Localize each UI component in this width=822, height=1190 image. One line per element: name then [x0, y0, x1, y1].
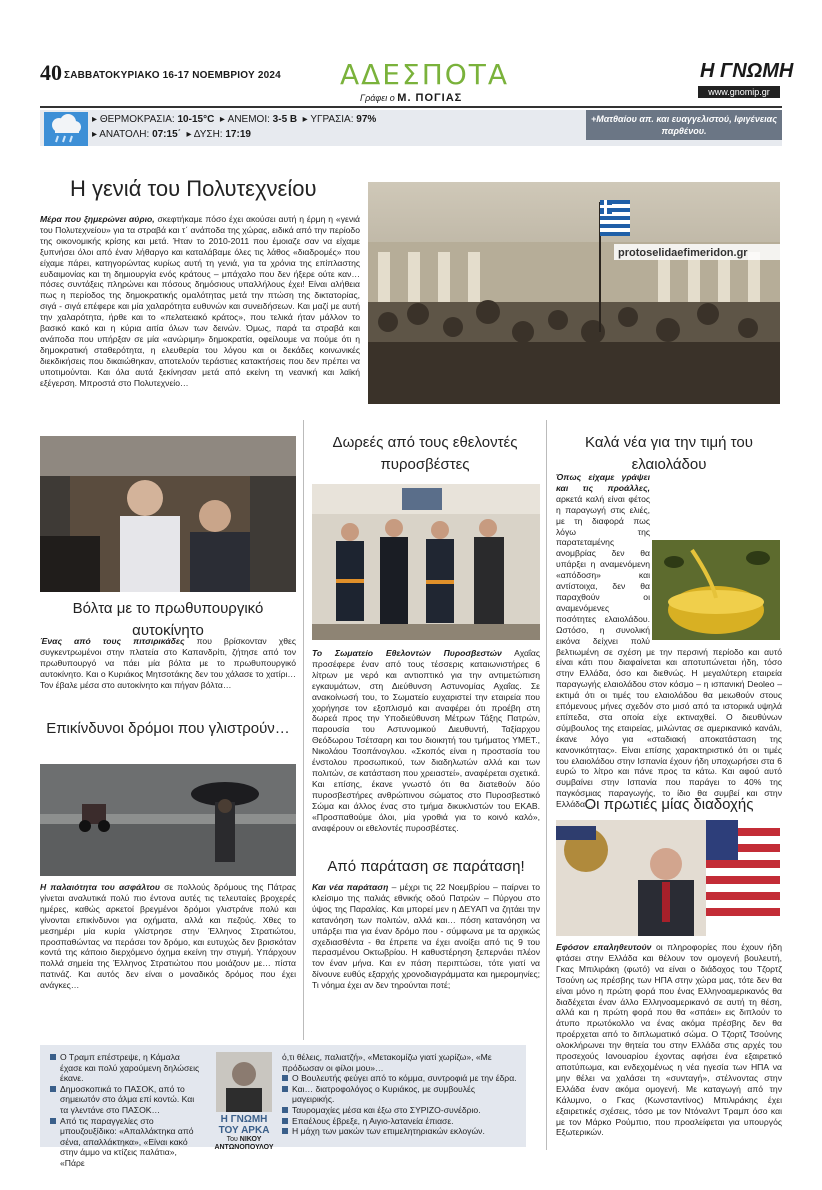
humidity-label: ΥΓΡΑΣΙΑ: [310, 114, 354, 125]
columnist-avatar [216, 1052, 272, 1112]
opinion-left-list [50, 1052, 200, 1169]
sunrise-label: ΑΝΑΤΟΛΗ: [99, 129, 150, 140]
columnist-author [210, 1136, 278, 1152]
opinion-item: Από τις παραγγελίες στο μπουζουξίδικο: «Απαλλάκτηκα από σένα, απαλλάκτηκα», «Είναι κακό στην άμμο να κτίζεις παλάτια», «Πάρε [50, 1116, 200, 1169]
opinion-item: Ο Τραμπ επέστρεψε, η Κάμαλα έχασε και πολύ χαρούμενη δηλώσεις έκανε. [50, 1052, 200, 1084]
rain-cloud-icon [44, 112, 88, 146]
article-extension-body [312, 882, 540, 1034]
columnist-author-name: ΝΙΚΟΥ ΑΝΤΩΝΟΠΟΥΛΟΥ [214, 1136, 274, 1151]
column-divider [546, 420, 547, 1150]
article-roads-lead: Η παλαιότητα του ασφάλτου [40, 882, 161, 892]
rainy-road-photo [40, 764, 296, 876]
newspaper-logo: Η ΓΝΩΜΗ [700, 60, 794, 82]
main-article-body [40, 214, 360, 410]
columnist-author-prefix: Του [226, 1136, 238, 1143]
opinion-item: Ο Βουλευτής φεύγει από το κόμμα, συντροφιά με την έδρα. [282, 1073, 518, 1084]
article-pm-car-body [40, 636, 296, 724]
article-succession-title: Οι πρωτιές μίας διαδοχής [584, 796, 754, 813]
article-olive-oil-lead: Όπως είχαμε γράψει και τις προάλλες, [556, 472, 650, 493]
temp-value: 10-15°C [177, 114, 215, 125]
opinion-item: Η μάχη των μακών των επιμελητηριακών εκλογών. [282, 1126, 518, 1137]
article-roads-text: σε πολλούς δρόμους της Πάτρας γίνεται αναλυτικά πολύ πιο έντονα αυτές τις τελευταίες βροχερές ημέρες, καθώς αρκετοί βρεγμένοι δρόμοι γλιστράνε πολύ και γίνονται επικίνδυνοι για οχήματα, αλλά και πεζούς. Χθες το μεσημέρι μία κυρία γλίστρησε στην Έλληνος Στρατιώτου, προσπαθώντας να περάσει τον δρόμο, και ευτυχώς δεν βρισκόταν κοντά της κάποιο διερχόμενο όχημα εκείνη την στιγμή. Υπάρχουν πολλά σημεία της Έλληνος Στρατιώτου που μοιάζουν με… πίστα πατινάζ. Και αυτός δεν είναι ο μοναδικός δρόμος που έχει ανάγκες… [40, 882, 296, 991]
weather-line-1: ▸ ΘΕΡΜΟΚΡΑΣΙΑ: 10-15°C ▸ ΑΝΕΜΟΙ: 3-5 Β ▸ ΥΓΡΑΣΙΑ: 97% [92, 114, 377, 125]
firefighters-photo [312, 484, 540, 640]
sunset-label: ΔΥΣΗ: [193, 129, 223, 140]
humidity-value: 97% [356, 114, 377, 125]
article-firefighters-lead: Το Σωματείο Εθελοντών Πυροσβεστών [312, 648, 502, 658]
pm-car-photo [40, 436, 296, 592]
article-roads-body [40, 882, 296, 1032]
issue-date: ΣΑΒΒΑΤΟΚΥΡΙΑΚΟ 16-17 ΝΟΕΜΒΡΙΟΥ 2024 [64, 70, 281, 81]
byline [360, 92, 462, 104]
opinion-item: Επαέλους έβρεξε, η Αιγιο-λατανεία έπιασε. [282, 1116, 518, 1127]
byline-prefix: Γράφει ο [360, 93, 395, 103]
article-succession-lead: Εφόσον επαληθευτούν [556, 942, 652, 952]
article-succession-body [556, 942, 782, 1148]
article-pm-car-lead: Ένας από τους πιτσιρικάδες [40, 636, 185, 646]
article-extension-lead: Και νέα παράταση [312, 882, 389, 892]
opinion-item: Και… διατροφολόγος ο Κυριάκος, με συμβουλές μαγειρικής. [282, 1084, 518, 1105]
opinion-right-list [282, 1052, 518, 1137]
main-article-lead: Μέρα που ξημερώνει αύριο, [40, 214, 155, 224]
sunset-value: 17:19 [225, 129, 251, 140]
sunrise-value: 07:15΄ [152, 129, 181, 140]
page-number: 40 [40, 60, 62, 85]
opinion-item: Δημοσκοπικά το ΠΑΣΟΚ, από το σημειωτόν στο άλμα επί κοντώ. Και τα γλεντάνε στο ΠΑΣΟΚ… [50, 1084, 200, 1116]
wind-label: ΑΝΕΜΟΙ: [227, 114, 270, 125]
temp-label: ΘΕΡΜΟΚΡΑΣΙΑ: [99, 114, 175, 125]
photo-float-space [650, 538, 782, 644]
wind-value: 3-5 Β [272, 114, 298, 125]
main-article-title: Η γενιά του Πολυτεχνείου [70, 176, 317, 201]
ambassador-photo [556, 820, 780, 936]
header-rule [40, 106, 782, 108]
website-url[interactable]: www.gnomip.gr [698, 86, 780, 98]
article-olive-oil-text: αρκετά καλή είναι φέτος η παραγωγή στις ελιές, με τη διαφορά πως λόγω της παρατεταμένης ανομβρίας δεν θα υπάρξει η αναμενόμενη «απόδοση» και αντίστοιχα, δεν θα παραχθούν οι αναμενόμενες ποσότητες ελαιολάδου. Ωστόσο, η συνολική εικόνα δείχνει πολύ βελτιωμένη σε σχέση με την περσινή περίοδο και αυτό είναι κάτι που διαφαίνεται και αποτυπώνεται ήδη, τόσο στην Ελλάδα, όσο και διεθνώς. Η μεγαλύτερη εταιρεία παραγωγής ελαιολάδου στον κόσμο – η ισπανική Deoleo – εκτιμά ότι οι τιμές του ελαιολάδου θα μειωθούν στους επόμενους μήνες σχεδόν στο μισό από τα ιστορικά υψηλά επίπεδα, στα οποία είχε εκτιναχθεί. Ο διευθύνων σύμβουλος της εταιρείας, μιλώντας σε αμερικανικό κανάλι, έκανε λόγο για «σταδιακή αποκατάσταση της κανονικότητας». Είναι επίσης χαρακτηριστικό ότι οι τιμές του ελαιολάδου στην Ισπανία έχουν ήδη υποχωρήσει στα 6 ευρώ το λίτρο και πάνε προς τα κάτω. Και αφού αυτό συμβαίνει στην Ισπανία που παράγει το 40% της παγκόσμιας παραγωγής, το ίδιο θα συμβεί και στην Ελλάδα… [556, 493, 782, 810]
article-firefighters-text: Αχαΐας προσέφερε έναν από τους τέσσερις καταιωνιστήρες 6 λίτρων με νερό και αντιοπτικό για την αντιμετώπιση εγκαυμάτων, στη Διεύθυνση Αστυνομίας Αχαΐας. Σε ανακοίνωσή του, το Σωματείο ευχαριστεί την εταιρεία που χορήγησε τον εξοπλισμό και αναφέρει ότι προέβη στη δωρεά προς την Υποδιεύθυνση Μέτρων Τάξης Πατρών, παρουσία του Αστυνομικού Διευθυντή, Ταξίαρχου Θεόδωρου Τσέτσαρη και του διοικητή του τμήματος ΥΜΕΤ., Νικολάου Τσοπάνογλου. «Σκοπός είναι η προστασία του ένστολου προσωπικού, των διαδηλωτών αλλά και των πολιτών, σε κατάσταση που χρειαστεί», αναφέρεται σχετικά. Και επίσης, έκανε γνωστό ότι θα διατεθούν δύο πυροσβεστήρες ανθρώπινου σώματος στο Πυροσβεστικό Σώμα και άλλος ένας στο τμήμα δικυκλιστών του ΕΚΑΒ. «Προσπαθούμε όλοι, μία γροθιά για το κοινό καλό», αναφέρουν οι εθελοντές πυροσβέστες. [312, 648, 540, 833]
polytechnic-photo [368, 182, 780, 404]
opinion-intro: ό,τι θέλεις, παλιατζή», «Μετακομίζω γιατί χωρίζω», «Με πρόδωσαν οι φίλοι μου»… [282, 1052, 492, 1073]
watermark-text: protoselidaefimeridon.gr [618, 247, 748, 259]
article-extension-title: Από παράταση σε παράταση! [327, 858, 525, 875]
section-title: ΑΔΕΣΠΟΤΑ [340, 58, 510, 91]
columnist-title: Η ΓΝΩΜΗ ΤΟΥ ΑΡΚΑ [218, 1114, 270, 1136]
article-firefighters-title: Δωρεές από τους εθελοντές πυροσβέστες [332, 434, 518, 473]
article-extension-text: – μέχρι τις 22 Νοεμβρίου – παίρνει το κλείσιμο της παλιάς εθνικής οδού Πατρών – Πύργου στο ύψος της Παραλίας. Και μπορεί μεν η ΔΕΥΑΠ να ζητάει την κατανόηση των πολιτών, αλλά και… πόση κατανόηση να υπάρξει πια για έναν δρόμο που - σύμφωνα με τα αρχικώς σχεδιασθέντα - θα έπρεπε να έχει ανοίξει από τις 9 του περασμένου Οκτωβρίου. Η καθυστέρηση ξεπερνάει πλέον τον έναν μήνα. Και εν πάση περιπτώσει, τότε γιατί να δίνουνε ευθύς εξαρχής χρονοδιαγράμματα και ημερομηνίες; Τι νόημα έχει αν δεν τηρούνται ποτέ; [312, 882, 540, 991]
article-pm-car-text: που βρίσκονταν χθες συγκεντρωμένοι στην πλατεία στο Καπανδρίτι, ζήτησε από τον πρωθυπουργό να πάει μία βόλτα με το πρωθυπουργικό αυτοκίνητο. Και ο Κυριάκος Μητσοτάκης δεν του χάλασε το χατίρι… Τον έβαλε μέσα στο αυτοκίνητο και πήγαν βόλτα… [40, 636, 296, 690]
namedays-box: +Ματθαίου απ. και ευαγγελιστού, Ιφιγένειας παρθένου. [586, 110, 782, 140]
article-olive-oil-title: Καλά νέα για την τιμή του ελαιολάδου [585, 434, 753, 473]
column-divider [303, 420, 304, 1040]
main-article-text: σκεφτήκαμε πόσο έχει ακούσει αυτή η έρμη η «γενιά του Πολυτεχνείου» για τα στραβά και τ΄ ανάποδα της χώρας, ειδικά από την περίοδο της οικονομικής κρίσης και μετά. Ήταν το 2010-2011 που έμοιαζε σαν να είχαμε ξυπνήσει όλοι από έναν λήθαργο και καταλάβαμε όλες τις λάθος «διαδρομές» που είχαμε πάρει, κατηγορώντας κυρίως αυτή τη γενιά, για τα χρόνια της επίπλαστης ευδαιμονίας και τη δημιουργία ενός κράτους – μπάχαλο που δεν ήξερε ούτε καν… πόσες συντάξεις πληρώνει και πόσους δημόσιους υπαλλήλους έχει! Είναι αλήθεια πως η περίοδος της δημοκρατικής ομαλότητας μετά την πτώση της δικτατορίας, σιγά - σιγά επέφερε και μία χαλαρότητα ευθυνών και συνειδήσεων. Και μαζί με αυτή την χαλαρότητα, ήρθε και το «πελατειακό κράτος», που τελικά ήταν μάλλον το βασικό κακό και η κύρια αιτία όλων των δεινών. Όμως, παρά τα στραβά και ανάποδα που υπήρξαν σε μία «ανώριμη» δημοκρατία, οφείλουμε να πούμε ότι η δημοκρατική σταθερότητα, η ελευθερία του λόγου και οι δεκάδες κοινωνικές διεκδικήσεις που δικαιώθηκαν, αποτελούν τεράστιες κατακτήσεις που δεν πρέπει να υποτιμούνται. Και όλα αυτά ξεκίνησαν μετά από εκείνη τη νεανική και λαϊκή εξέγερση. Μπροστά στο Πολυτεχνείο… [40, 214, 360, 388]
article-succession-text: οι πληροφορίες που έχουν ήδη φτάσει στην Ελλάδα και θέλουν τον ομογενή βουλευτή, Γκας Μπιλιράκη (φωτό) να είναι ο διάδοχος του Τζορτζ Τσούνη ως πρέσβης των ΗΠΑ στην χώρα μας, τότε δεν θα είναι μόνο η πρώτη φορά που ένας Ελληνοαμερικανός θα διαδέχεται έναν άλλο Ελληνοαμερικανό σε αυτή τη θέση, αλλά και η πρώτη φορά που θα «σπάει» εις διπλούν το άτυπο πρωτόκολλο να ένας ακόμα πρέσβης δεν θα προέρχεται από το διπλωματικό σώμα. Ο Τζορτζ Τσούνης ολοκλήρωνει την θητεία του στην Ελλάδα στις αρχές του προσεχούς Ιανουαρίου έχοντας αφήσει ένα εξαιρετικό αποτύπωμα, και ενδεχομένως η νέα ηγεσία των ΗΠΑ να μην θέλει να χαλάσει τη «συνταγή», στέλνοντας στην Ελλάδα έναν ακόμα ομογενή. Με καταγωγή από την Κάλυμνο, ο Γκας (Κωνσταντίνος) Μπιλιράκης έχει εξαιρετικές σχέσεις, τόσο με τον Ντόναλντ Τραμπ όσο και με τον Μάρκο Ρούμπιο, που προαλείφεται για υπουργός Εξωτερικών. [556, 942, 782, 1138]
article-pm-car-title: Βόλτα με το πρωθυπουργικό αυτοκίνητο [72, 600, 264, 639]
byline-author: Μ. ΠΟΓΙΑΣ [397, 92, 463, 104]
article-roads-title: Επικίνδυνοι δρόμοι που γλιστρούν… [46, 720, 290, 737]
opinion-item: Ταυρομαχίες μέσα και έξω στο ΣΥΡΙΖΟ-συνέδριο. [282, 1105, 518, 1116]
article-firefighters-body [312, 648, 540, 844]
weather-line-2: ▸ ΑΝΑΤΟΛΗ: 07:15΄ ▸ ΔΥΣΗ: 17:19 [92, 129, 251, 140]
